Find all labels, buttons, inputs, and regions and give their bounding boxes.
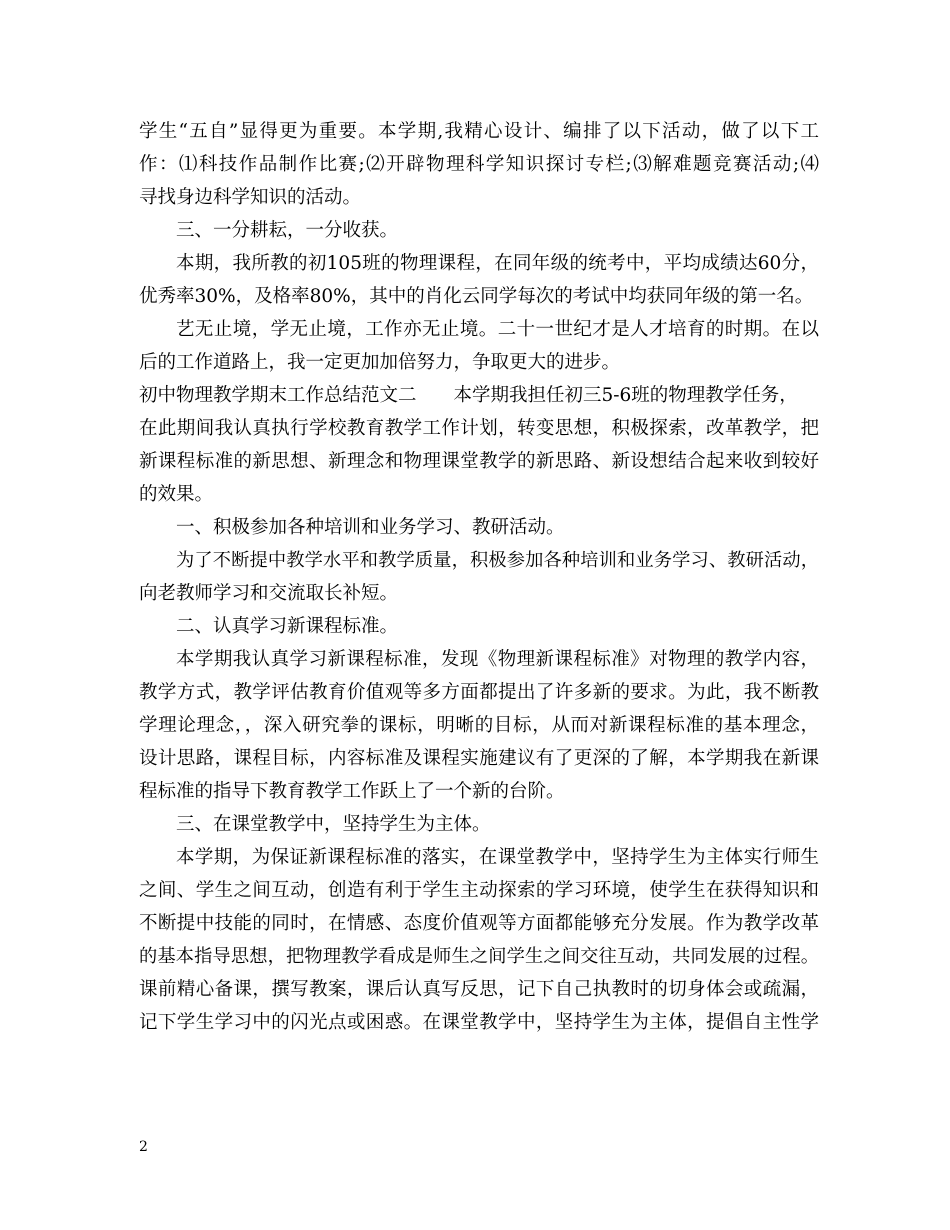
text-line: 艺无止境，学无止境，工作亦无止境。二十一世纪才是人才培育的时期。在以 bbox=[176, 319, 819, 340]
text-line: 新课程标准的新思想、新理念和物理课堂教学的新思路、新设想结合起来收到较好 bbox=[139, 451, 819, 472]
text-line: 学生“五自”显得更为重要。本学期,我精心设计、编排了以下活动，做了以下工 bbox=[139, 121, 819, 142]
text-line: 不断提中技能的同时，在情感、态度价值观等方面都能够充分发展。作为教学改革 bbox=[139, 913, 819, 934]
text-line: 优秀率30%，及格率80%，其中的肖化云同学每次的考试中均获同年级的第一名。 bbox=[139, 286, 814, 307]
text-line: 作：⑴科技作品制作比赛;⑵开辟物理科学知识探讨专栏;⑶解难题竞赛活动;⑷ bbox=[139, 154, 819, 175]
text-line: 向老教师学习和交流取长补短。 bbox=[139, 583, 399, 604]
text-line: 的基本指导思想，把物理教学看成是师生之间学生之间交往互动，共同发展的过程。 bbox=[139, 946, 819, 967]
text-line: 记下学生学习中的闪光点或困惑。在课堂教学中，坚持学生为主体，提倡自主性学 bbox=[139, 1012, 819, 1033]
text-line: 设计思路，课程目标，内容标准及课程实施建议有了更深的了解，本学期我在新课 bbox=[139, 748, 819, 769]
text-line: 一、积极参加各种培训和业务学习、教研活动。 bbox=[176, 517, 565, 538]
text-line: 教学方式，教学评估教育价值观等多方面都提出了许多新的要求。为此，我不断教 bbox=[139, 682, 819, 703]
page-number: 2 bbox=[139, 1139, 148, 1155]
text-line: 三、一分耕耘，一分收获。 bbox=[176, 220, 399, 241]
text-line: 本学期我认真学习新课程标准，发现《物理新课程标准》对物理的教学内容， bbox=[176, 649, 819, 670]
text-line: 三、在课堂教学中，坚持学生为主体。 bbox=[176, 814, 491, 835]
text-line: 二、认真学习新课程标准。 bbox=[176, 616, 399, 637]
text-line: 本学期，为保证新课程标准的落实，在课堂教学中，坚持学生为主体实行师生 bbox=[176, 847, 819, 868]
text-line: 后的工作道路上，我一定更加加倍努力，争取更大的进步。 bbox=[139, 352, 621, 373]
text-line: 为了不断提中教学水平和教学质量，积极参加各种培训和业务学习、教研活动， bbox=[176, 550, 819, 571]
text-line: 的效果。 bbox=[139, 484, 214, 505]
text-line: 寻找身边科学知识的活动。 bbox=[139, 187, 362, 208]
text-line: 之间、学生之间互动，创造有利于学生主动探索的学习环境，使学生在获得知识和 bbox=[139, 880, 819, 901]
document-body bbox=[139, 115, 819, 1039]
text-line: 本期，我所教的初105班的物理课程，在同年级的统考中，平均成绩达60分， bbox=[176, 253, 819, 274]
text-line: 程标准的指导下教育教学工作跃上了一个新的台阶。 bbox=[139, 781, 565, 802]
text-line: 学理论理念，，深入研究拳的课标，明晰的目标，从而对新课程标准的基本理念， bbox=[139, 715, 819, 736]
text-line: 在此期间我认真执行学校教育教学工作计划，转变思想，积极探索，改革教学，把 bbox=[139, 418, 819, 439]
text-line: 初中物理教学期末工作总结范文二 本学期我担任初三5-6班的物理教学任务， bbox=[139, 385, 798, 406]
text-line: 课前精心备课，撰写教案，课后认真写反思，记下自己执教时的切身体会或疏漏， bbox=[139, 979, 819, 1000]
